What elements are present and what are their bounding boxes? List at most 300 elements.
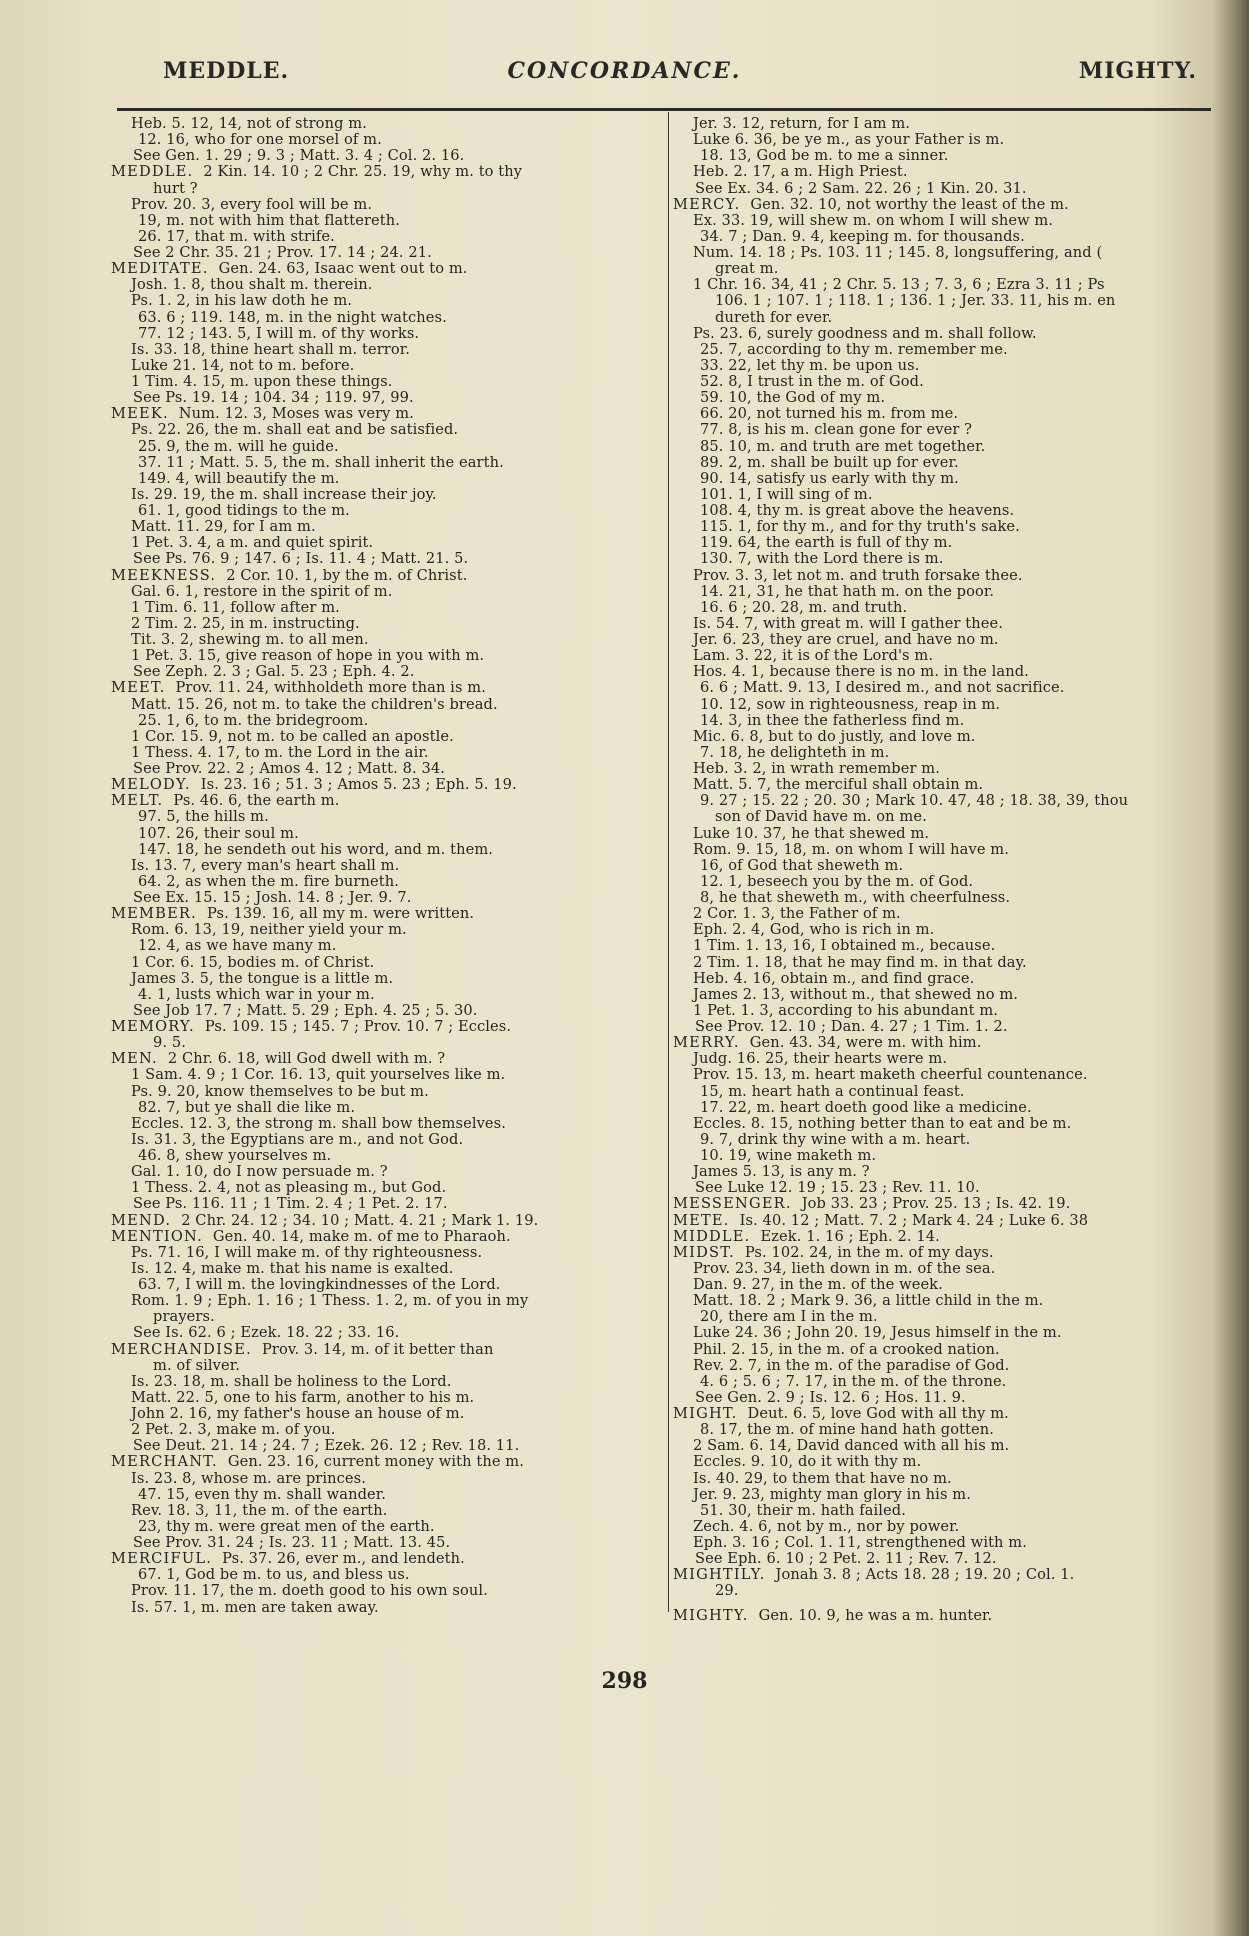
reference-line — [673, 1390, 1233, 1406]
reference-text: 106. 1 ; 107. 1 ; 118. 1 ; 136. 1 ; Jer. 33. 11, his m. en — [715, 292, 1116, 310]
headword: MIDDLE. — [673, 1227, 751, 1245]
reference-line — [111, 1567, 667, 1583]
reference-text: Is. 40. 12 ; Matt. 7. 2 ; Mark 4. 24 ; Luke 6. 38 — [739, 1211, 1089, 1229]
reference-line — [111, 148, 667, 164]
reference-line — [673, 616, 1233, 632]
reference-line — [673, 1374, 1233, 1390]
reference-text: 1 Thess. 4. 17, to m. the Lord in the air. — [131, 743, 429, 761]
reference-text: See Ps. 116. 11 ; 1 Tim. 2. 4 ; 1 Pet. 2. 17. — [133, 1195, 448, 1213]
reference-text: Heb. 2. 17, a m. High Priest. — [693, 163, 908, 181]
reference-line — [673, 455, 1233, 471]
reference-line — [111, 874, 667, 890]
reference-line — [111, 455, 667, 471]
reference-line — [673, 406, 1233, 422]
headword: MERRY. — [673, 1034, 740, 1052]
reference-text: 10. 12, sow in righteousness, reap in m. — [700, 695, 1001, 713]
reference-text: See Deut. 21. 14 ; 24. 7 ; Ezek. 26. 12 ; Rev. 18. 11. — [133, 1437, 520, 1455]
reference-text: Matt. 22. 5, one to his farm, another to his m. — [131, 1388, 475, 1406]
reference-text: Luke 10. 37, he that shewed m. — [693, 824, 930, 842]
reference-text: Ps. 22. 26, the m. shall eat and be satisfied. — [131, 421, 459, 439]
reference-text: 8. 17, the m. of mine hand hath gotten. — [700, 1421, 994, 1439]
reference-text: 25. 1, 6, to m. the bridegroom. — [138, 711, 369, 729]
reference-line — [673, 922, 1233, 938]
reference-text: Ps. 1. 2, in his law doth he m. — [131, 292, 353, 310]
reference-text: 14. 21, 31, he that hath m. on the poor. — [700, 582, 995, 600]
entry-line — [111, 906, 667, 922]
reference-text: Is. 40. 29, to them that have no m. — [693, 1469, 952, 1487]
reference-line — [111, 1583, 667, 1599]
column-divider — [668, 112, 669, 1612]
reference-line — [111, 664, 667, 680]
reference-line — [673, 1116, 1233, 1132]
reference-line — [673, 1471, 1233, 1487]
reference-line — [673, 938, 1233, 954]
reference-text: Is. 12. 4, make m. that his name is exalted. — [131, 1259, 454, 1277]
headword: MIDST. — [673, 1243, 735, 1261]
reference-line — [111, 1519, 667, 1535]
reference-text: Rev. 18. 3, 11, the m. of the earth. — [131, 1501, 388, 1519]
reference-line — [111, 390, 667, 406]
reference-line — [673, 826, 1233, 842]
reference-line — [673, 842, 1233, 858]
reference-line — [673, 1583, 1233, 1599]
reference-text: 7. 18, he delighteth in m. — [700, 743, 890, 761]
reference-text: 1 Thess. 2. 4, not as pleasing m., but God. — [131, 1179, 447, 1197]
entry-line — [111, 1454, 667, 1470]
reference-text: 108. 4, thy m. is great above the heavens. — [700, 502, 1015, 519]
reference-line — [673, 342, 1233, 358]
reference-line — [111, 745, 667, 761]
reference-text: Matt. 18. 2 ; Mark 9. 36, a little child in the m. — [693, 1292, 1044, 1310]
reference-text: Jer. 3. 12, return, for I am m. — [693, 116, 911, 132]
reference-line — [673, 1180, 1233, 1196]
reference-line — [111, 1180, 667, 1196]
headword: MELT. — [111, 792, 164, 810]
headword: MEMORY. — [111, 1018, 195, 1035]
reference-text: 26. 17, that m. with strife. — [138, 227, 335, 245]
reference-line — [111, 1406, 667, 1422]
reference-line — [673, 245, 1233, 261]
reference-line — [673, 358, 1233, 374]
reference-text: Gen. 24. 63, Isaac went out to m. — [218, 260, 468, 278]
reference-text: 1 Tim. 1. 13, 16, I obtained m., because. — [693, 937, 996, 955]
headword: MEDITATE. — [111, 260, 209, 278]
reference-line — [111, 551, 667, 567]
reference-line — [111, 1374, 667, 1390]
reference-line — [111, 293, 667, 309]
reference-text: See Ps. 76. 9 ; 147. 6 ; Is. 11. 4 ; Matt. 21. 5. — [133, 550, 469, 568]
reference-text: Eccles. 8. 15, nothing better than to eat and be m. — [693, 1114, 1072, 1132]
reference-line — [673, 293, 1233, 309]
reference-text: 10. 19, wine maketh m. — [700, 1147, 877, 1164]
reference-line — [111, 1293, 667, 1309]
reference-text: 12. 4, as we have many m. — [138, 937, 337, 955]
entry-line — [111, 1051, 667, 1067]
reference-line — [111, 955, 667, 971]
reference-line — [111, 584, 667, 600]
entry-line — [111, 164, 667, 180]
reference-line — [673, 729, 1233, 745]
reference-line — [673, 906, 1233, 922]
reference-line — [673, 648, 1233, 664]
reference-text: 115. 1, for thy m., and for thy truth's sake. — [700, 518, 1020, 536]
reference-line — [111, 1067, 667, 1083]
reference-line — [673, 551, 1233, 567]
reference-text: 51. 30, their m. hath failed. — [700, 1501, 906, 1519]
reference-text: Num. 12. 3, Moses was very m. — [178, 405, 414, 423]
reference-line — [111, 1116, 667, 1132]
reference-line — [111, 809, 667, 825]
reference-line — [673, 1084, 1233, 1100]
reference-text: Eccles. 12. 3, the strong m. shall bow themselves. — [131, 1114, 506, 1132]
reference-text: Num. 14. 18 ; Ps. 103. 11 ; 145. 8, longsuffering, and ( — [693, 244, 1103, 261]
reference-text: 33. 22, let thy m. be upon us. — [700, 356, 920, 374]
entry-line — [111, 777, 667, 793]
reference-text: Gen. 32. 10, not worthy the least of the m. — [750, 195, 1069, 213]
reference-line — [111, 132, 667, 148]
reference-line — [111, 697, 667, 713]
reference-line — [673, 584, 1233, 600]
reference-line — [673, 680, 1233, 696]
reference-line — [111, 1422, 667, 1438]
reference-text: Luke 21. 14, not to m. before. — [131, 356, 355, 374]
reference-line — [673, 600, 1233, 616]
reference-text: Job 33. 23 ; Prov. 25. 13 ; Is. 42. 19. — [801, 1195, 1071, 1213]
entry-line — [111, 1213, 667, 1229]
reference-line — [111, 971, 667, 987]
reference-text: Heb. 4. 16, obtain m., and find grace. — [693, 969, 975, 987]
reference-text: Rom. 1. 9 ; Eph. 1. 16 ; 1 Thess. 1. 2, m. of you in my — [131, 1292, 529, 1310]
entry-line — [111, 1019, 667, 1035]
entry-line — [111, 1551, 667, 1567]
reference-text: 25. 7, according to thy m. remember me. — [700, 340, 1008, 358]
entry-line — [111, 793, 667, 809]
reference-line — [673, 1422, 1233, 1438]
reference-line — [673, 664, 1233, 680]
reference-text: 9. 5. — [153, 1034, 186, 1052]
reference-text: 59. 10, the God of my m. — [700, 389, 886, 407]
reference-text: Eph. 3. 16 ; Col. 1. 11, strengthened with m. — [693, 1534, 1027, 1551]
reference-text: Is. 31. 3, the Egyptians are m., and not God. — [131, 1130, 464, 1148]
reference-text: 85. 10, m. and truth are met together. — [700, 437, 986, 455]
reference-text: See Prov. 22. 2 ; Amos 4. 12 ; Matt. 8. 34. — [133, 760, 445, 777]
reference-text: See Ex. 15. 15 ; Josh. 14. 8 ; Jer. 9. 7. — [133, 889, 412, 906]
reference-line — [673, 858, 1233, 874]
reference-line — [111, 310, 667, 326]
reference-line — [111, 1309, 667, 1325]
reference-text: Phil. 2. 15, in the m. of a crooked nation. — [693, 1340, 1000, 1358]
reference-line — [673, 1503, 1233, 1519]
reference-line — [673, 1148, 1233, 1164]
entry-line — [111, 261, 667, 277]
reference-line — [111, 632, 667, 648]
reference-line — [673, 277, 1233, 293]
entry-line — [673, 197, 1233, 213]
reference-text: son of David have m. on me. — [715, 808, 927, 826]
headword: MERCY. — [673, 195, 741, 213]
reference-text: See Zeph. 2. 3 ; Gal. 5. 23 ; Eph. 4. 2. — [133, 663, 415, 681]
entry-line — [111, 1342, 667, 1358]
headword: MENTION. — [111, 1227, 203, 1245]
reference-line — [673, 487, 1233, 503]
headword: MEET. — [111, 679, 166, 697]
reference-text: Matt. 11. 29, for I am m. — [131, 518, 316, 536]
reference-text: See Ex. 34. 6 ; 2 Sam. 22. 26 ; 1 Kin. 20. 31. — [695, 179, 1027, 197]
reference-text: Ps. 37. 26, ever m., and lendeth. — [222, 1550, 465, 1568]
reference-line — [673, 213, 1233, 229]
reference-text: Rev. 2. 7, in the m. of the paradise of God. — [693, 1356, 1010, 1374]
reference-text: 66. 20, not turned his m. from me. — [700, 405, 959, 423]
reference-text: Prov. 23. 34, lieth down in m. of the sea. — [693, 1259, 996, 1277]
reference-line — [111, 1503, 667, 1519]
reference-text: 1 Tim. 4. 15, m. upon these things. — [131, 373, 393, 390]
reference-text: Is. 54. 7, with great m. will I gather thee. — [693, 614, 1003, 632]
reference-text: 12. 16, who for one morsel of m. — [138, 131, 382, 149]
reference-line — [673, 890, 1233, 906]
reference-text: Rom. 6. 13, 19, neither yield your m. — [131, 921, 407, 939]
reference-text: 17. 22, m. heart doeth good like a medicine. — [700, 1098, 1032, 1116]
reference-line — [111, 858, 667, 874]
reference-line — [111, 890, 667, 906]
reference-text: Jer. 6. 23, they are cruel, and have no m. — [693, 631, 999, 648]
reference-text: 97. 5, the hills m. — [138, 808, 269, 826]
reference-line — [673, 1309, 1233, 1325]
reference-text: Prov. 3. 14, m. of it better than — [261, 1340, 494, 1358]
reference-text: Is. 23. 8, whose m. are princes. — [131, 1469, 366, 1487]
reference-text: 2 Kin. 14. 10 ; 2 Chr. 25. 19, why m. to thy — [203, 163, 523, 181]
reference-text: Ps. 71. 16, I will make m. of thy righteousness. — [131, 1243, 483, 1261]
reference-line — [111, 1261, 667, 1277]
reference-line — [111, 535, 667, 551]
page-number: 298 — [601, 1668, 648, 1694]
reference-text: See Ps. 19. 14 ; 104. 34 ; 119. 97, 99. — [133, 389, 414, 407]
reference-text: 149. 4, will beautify the m. — [138, 469, 340, 487]
reference-line — [673, 987, 1233, 1003]
reference-text: Jonah 3. 8 ; Acts 18. 28 ; 19. 20 ; Col. 1. — [775, 1566, 1075, 1584]
entry-line — [111, 568, 667, 584]
reference-line — [673, 1100, 1233, 1116]
reference-line — [673, 971, 1233, 987]
reference-text: 23, thy m. were great men of the earth. — [138, 1517, 435, 1535]
reference-line — [111, 713, 667, 729]
reference-text: See Gen. 1. 29 ; 9. 3 ; Matt. 3. 4 ; Col. 2. 16. — [133, 147, 465, 165]
reference-line — [111, 1003, 667, 1019]
reference-line — [111, 487, 667, 503]
reference-text: 130. 7, with the Lord there is m. — [700, 550, 944, 568]
reference-text: Gen. 43. 34, were m. with him. — [749, 1034, 982, 1052]
headword: MERCHANDISE. — [111, 1340, 252, 1358]
reference-line — [673, 1003, 1233, 1019]
header-rule — [117, 108, 1211, 111]
reference-text: 4. 1, lusts which war in your m. — [138, 985, 375, 1003]
reference-line — [673, 1051, 1233, 1067]
reference-text: Eccles. 9. 10, do it with thy m. — [693, 1453, 922, 1471]
reference-text: See Luke 12. 19 ; 15. 23 ; Rev. 11. 10. — [695, 1179, 980, 1197]
reference-line — [673, 132, 1233, 148]
reference-text: See Job 17. 7 ; Matt. 5. 29 ; Eph. 4. 25 ; 5. 30. — [133, 1001, 478, 1019]
reference-line — [111, 1390, 667, 1406]
reference-line — [111, 842, 667, 858]
reference-text: Zech. 4. 6, not by m., nor by power. — [693, 1517, 960, 1535]
reference-line — [111, 616, 667, 632]
reference-text: 47. 15, even thy m. shall wander. — [138, 1485, 386, 1503]
reference-text: 63. 6 ; 119. 148, m. in the night watches. — [138, 308, 447, 326]
reference-text: Is. 23. 16 ; 51. 3 ; Amos 5. 23 ; Eph. 5. 19. — [200, 776, 517, 794]
reference-text: 1 Sam. 4. 9 ; 1 Cor. 16. 13, quit yourselves like m. — [131, 1066, 506, 1084]
reference-line — [111, 648, 667, 664]
reference-line — [673, 1487, 1233, 1503]
running-head-title: CONCORDANCE. — [507, 58, 742, 84]
reference-line — [673, 1519, 1233, 1535]
reference-text: Is. 29. 19, the m. shall increase their joy. — [131, 485, 437, 503]
reference-text: Gen. 40. 14, make m. of me to Pharaoh. — [212, 1227, 511, 1245]
reference-text: 9. 27 ; 15. 22 ; 20. 30 ; Mark 10. 47, 48 ; 18. 38, 39, thou — [700, 792, 1129, 810]
reference-text: See Prov. 12. 10 ; Dan. 4. 27 ; 1 Tim. 1. 2. — [695, 1018, 1008, 1035]
reference-text: James 5. 13, is any m. ? — [693, 1163, 870, 1181]
headword: MEMBER. — [111, 905, 197, 923]
reference-text: Prov. 11. 17, the m. doeth good to his own soul. — [131, 1582, 488, 1600]
reference-line — [111, 503, 667, 519]
reference-text: 1 Tim. 6. 11, follow after m. — [131, 598, 340, 616]
reference-text: Prov. 20. 3, every fool will be m. — [131, 195, 373, 213]
reference-text: Is. 23. 18, m. shall be holiness to the Lord. — [131, 1372, 452, 1390]
entry-line — [673, 1406, 1233, 1422]
reference-line — [111, 213, 667, 229]
entry-line — [111, 1229, 667, 1245]
reference-text: 82. 7, but ye shall die like m. — [138, 1098, 356, 1116]
reference-text: Ps. 139. 16, all my m. were written. — [206, 905, 475, 923]
reference-text: Is. 57. 1, m. men are taken away. — [131, 1598, 379, 1616]
reference-text: 147. 18, he sendeth out his word, and m. them. — [138, 840, 493, 858]
reference-line — [111, 922, 667, 938]
reference-line — [673, 1132, 1233, 1148]
reference-line — [111, 342, 667, 358]
reference-line — [111, 826, 667, 842]
reference-text: Ps. 9. 20, know themselves to be but m. — [131, 1082, 429, 1100]
reference-text: Ps. 109. 15 ; 145. 7 ; Prov. 10. 7 ; Eccles. — [204, 1018, 512, 1035]
headword: MIGHTILY. — [673, 1566, 766, 1584]
reference-line — [673, 422, 1233, 438]
reference-line — [673, 390, 1233, 406]
reference-line — [111, 1277, 667, 1293]
entry-line — [673, 1196, 1233, 1212]
reference-line — [111, 374, 667, 390]
entry-line — [673, 1567, 1233, 1583]
reference-text: Is. 33. 18, thine heart shall m. terror. — [131, 340, 410, 358]
reference-line — [111, 358, 667, 374]
reference-line — [673, 1325, 1233, 1341]
reference-line — [673, 326, 1233, 342]
reference-text: 1 Chr. 16. 34, 41 ; 2 Chr. 5. 13 ; 7. 3, 6 ; Ezra 3. 11 ; Ps — [693, 276, 1105, 294]
reference-line — [673, 632, 1233, 648]
entry-line — [673, 1213, 1233, 1229]
reference-text: Prov. 3. 3, let not m. and truth forsake thee. — [693, 566, 1023, 584]
reference-line — [111, 1325, 667, 1341]
reference-text: 9. 7, drink thy wine with a m. heart. — [700, 1130, 971, 1148]
reference-line — [673, 535, 1233, 551]
reference-line — [111, 181, 667, 197]
reference-text: See Is. 62. 6 ; Ezek. 18. 22 ; 33. 16. — [133, 1324, 400, 1342]
reference-line — [673, 697, 1233, 713]
reference-text: 1 Pet. 3. 4, a m. and quiet spirit. — [131, 534, 374, 552]
reference-line — [673, 809, 1233, 825]
reference-text: 4. 6 ; 5. 6 ; 7. 17, in the m. of the throne. — [700, 1372, 1007, 1390]
reference-text: 34. 7 ; Dan. 9. 4, keeping m. for thousands. — [700, 227, 1025, 245]
reference-line — [673, 1551, 1233, 1567]
reference-text: hurt ? — [153, 179, 198, 197]
reference-line — [673, 793, 1233, 809]
reference-text: See Gen. 2. 9 ; Is. 12. 6 ; Hos. 11. 9. — [695, 1388, 966, 1406]
reference-line — [673, 261, 1233, 277]
entry-line — [673, 1229, 1233, 1245]
reference-text: 8, he that sheweth m., with cheerfulness. — [700, 889, 1011, 906]
entry-line — [111, 680, 667, 696]
reference-line — [673, 1454, 1233, 1470]
reference-line — [673, 1164, 1233, 1180]
reference-line — [111, 245, 667, 261]
reference-text: 52. 8, I trust in the m. of God. — [700, 373, 924, 390]
entry-line — [673, 1245, 1233, 1261]
headword: MEDDLE. — [111, 163, 194, 181]
reference-line — [111, 1100, 667, 1116]
reference-text: 2 Pet. 2. 3, make m. of you. — [131, 1421, 336, 1439]
reference-line — [111, 1487, 667, 1503]
reference-line — [673, 471, 1233, 487]
reference-text: 1 Pet. 1. 3, according to his abundant m. — [693, 1001, 999, 1019]
reference-line — [111, 1438, 667, 1454]
reference-line — [111, 1535, 667, 1551]
reference-line — [673, 568, 1233, 584]
reference-line — [673, 874, 1233, 890]
reference-text: John 2. 16, my father's house an house of m. — [131, 1405, 465, 1422]
reference-text: Prov. 15. 13, m. heart maketh cheerful countenance. — [693, 1066, 1088, 1084]
reference-text: 2 Tim. 2. 25, in m. instructing. — [131, 614, 360, 632]
reference-text: 2 Chr. 6. 18, will God dwell with m. ? — [167, 1050, 446, 1068]
reference-text: Deut. 6. 5, love God with all thy m. — [747, 1405, 1009, 1422]
reference-line — [111, 729, 667, 745]
headword: MERCIFUL. — [111, 1550, 213, 1568]
reference-text: 89. 2, m. shall be built up for ever. — [700, 453, 959, 471]
headword: MEN. — [111, 1050, 158, 1068]
reference-line — [673, 1358, 1233, 1374]
reference-line — [111, 1148, 667, 1164]
reference-line — [673, 955, 1233, 971]
reference-text: 67. 1, God be m. to us, and bless us. — [138, 1566, 410, 1584]
right-column — [673, 116, 1233, 1624]
reference-text: Judg. 16. 25, their hearts were m. — [693, 1050, 948, 1068]
running-head-last-entry: MIGHTY. — [1078, 58, 1197, 84]
reference-text: Matt. 15. 26, not m. to take the children's bread. — [131, 695, 498, 713]
reference-line — [111, 197, 667, 213]
reference-text: m. of silver. — [153, 1356, 240, 1374]
reference-line — [673, 1067, 1233, 1083]
headword: MEEKNESS. — [111, 566, 217, 584]
reference-text: 16. 6 ; 20. 28, m. and truth. — [700, 598, 908, 616]
reference-text: Heb. 5. 12, 14, not of strong m. — [131, 115, 367, 132]
reference-text: 2 Cor. 10. 1, by the m. of Christ. — [226, 566, 468, 584]
reference-line — [673, 519, 1233, 535]
reference-text: Gal. 6. 1, restore in the spirit of m. — [131, 582, 393, 600]
headword: MERCHANT. — [111, 1453, 218, 1471]
reference-line — [673, 374, 1233, 390]
left-column — [111, 116, 667, 1616]
reference-text: 63. 7, I will m. the lovingkindnesses of the Lord. — [138, 1276, 501, 1293]
reference-text: See Prov. 31. 24 ; Is. 23. 11 ; Matt. 13. 45. — [133, 1534, 451, 1551]
headword: METE. — [673, 1211, 730, 1229]
reference-text: 37. 11 ; Matt. 5. 5, the m. shall inherit the earth. — [138, 453, 504, 471]
reference-line — [111, 1358, 667, 1374]
reference-text: 16, of God that sheweth m. — [700, 856, 904, 874]
